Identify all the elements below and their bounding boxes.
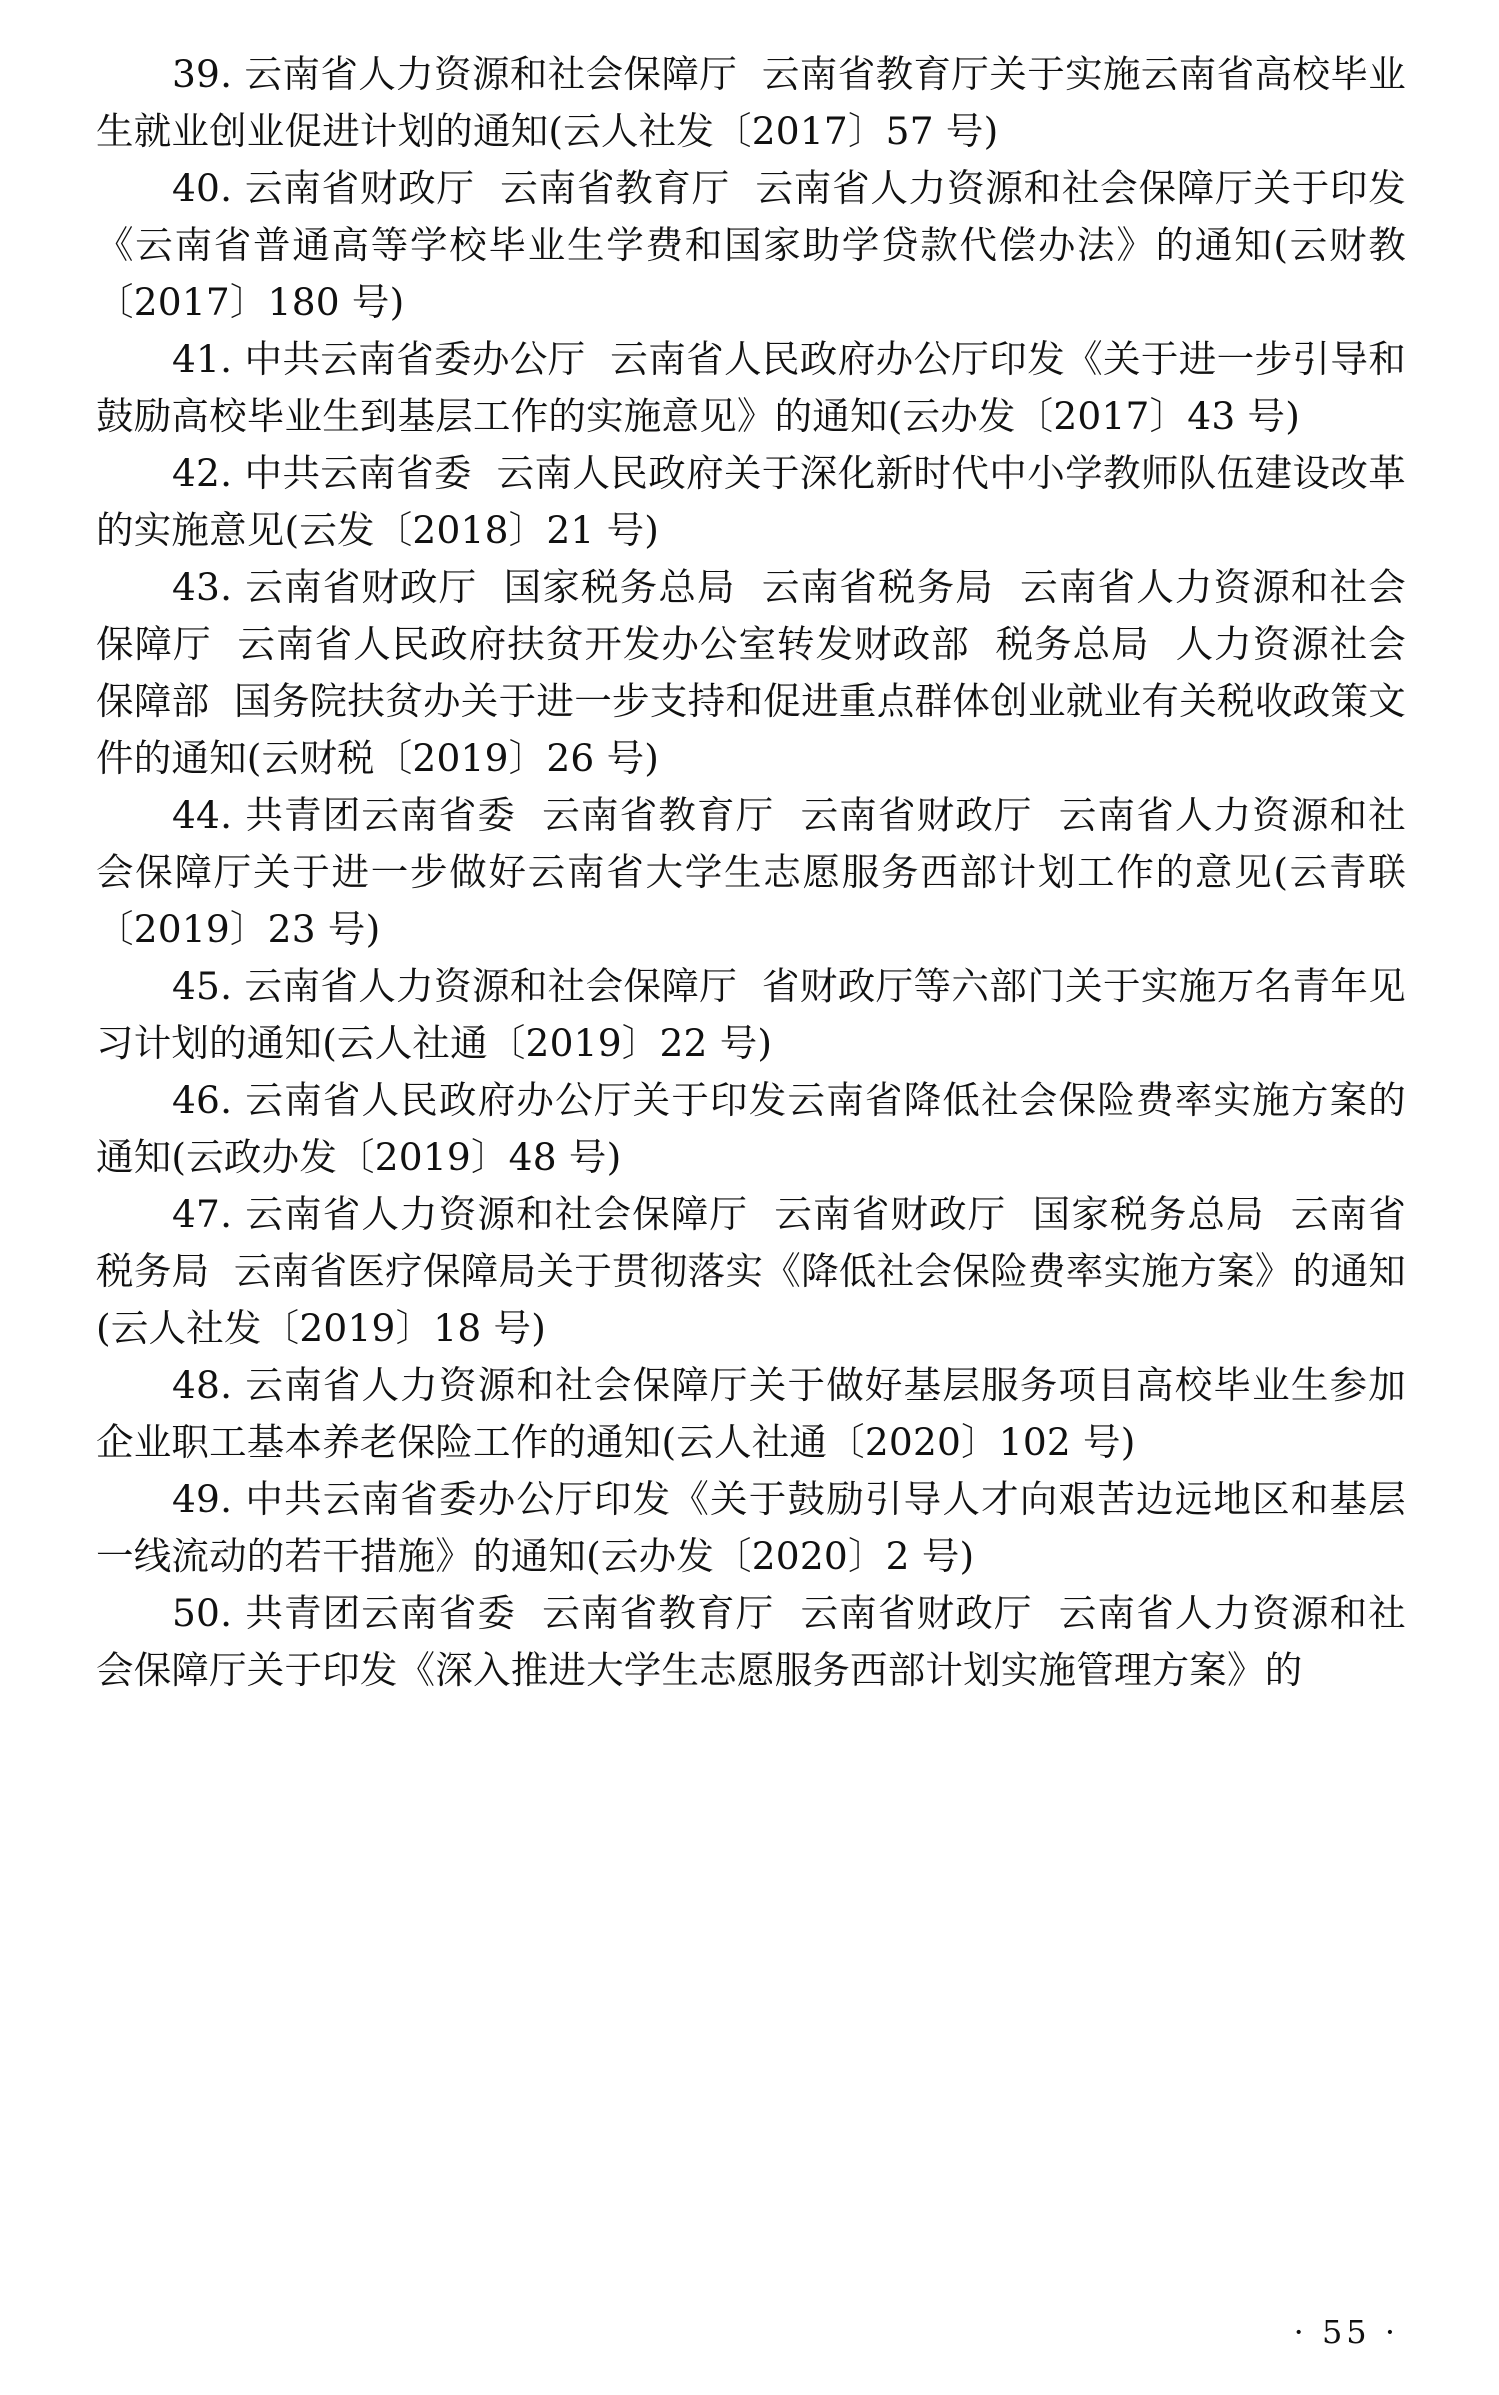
paragraph-item-46: 46. 云南省人民政府办公厅关于印发云南省降低社会保险费率实施方案的通知(云政办发〔2019〕48 号) xyxy=(96,1078,1406,1179)
paragraph-item-45: 45. 云南省人力资源和社会保障厅 省财政厅等六部门关于实施万名青年见习计划的通知(云人社通〔2019〕22 号) xyxy=(96,964,1406,1065)
paragraph-item-44: 44. 共青团云南省委 云南省教育厅 云南省财政厅 云南省人力资源和社会保障厅关于进一步做好云南省大学生志愿服务西部计划工作的意见(云青联〔2019〕23 号) xyxy=(96,793,1406,951)
paragraph-item-40: 40. 云南省财政厅 云南省教育厅 云南省人力资源和社会保障厅关于印发《云南省普通高等学校毕业生学费和国家助学贷款代偿办法》的通知(云财教〔2017〕180 号) xyxy=(96,166,1406,324)
paragraph-item-47: 47. 云南省人力资源和社会保障厅 云南省财政厅 国家税务总局 云南省税务局 云南省医疗保障局关于贯彻落实《降低社会保险费率实施方案》的通知(云人社发〔2019〕18 号) xyxy=(96,1192,1406,1350)
document-body xyxy=(96,46,1406,1699)
paragraph-item-43: 43. 云南省财政厅 国家税务总局 云南省税务局 云南省人力资源和社会保障厅 云南省人民政府扶贫开发办公室转发财政部 税务总局 人力资源社会保障部 国务院扶贫办关于进一步支持和促进重点群体创业就业有关税收政策文件的通知(云财税〔2019〕26 号) xyxy=(96,565,1406,780)
paragraph-item-39: 39. 云南省人力资源和社会保障厅 云南省教育厅关于实施云南省高校毕业生就业创业促进计划的通知(云人社发〔2017〕57 号) xyxy=(96,52,1406,153)
paragraph-item-48: 48. 云南省人力资源和社会保障厅关于做好基层服务项目高校毕业生参加企业职工基本养老保险工作的通知(云人社通〔2020〕102 号) xyxy=(96,1363,1406,1464)
page-number: · 55 · xyxy=(1293,2313,1399,2351)
paragraph-item-50: 50. 共青团云南省委 云南省教育厅 云南省财政厅 云南省人力资源和社会保障厅关于印发《深入推进大学生志愿服务西部计划实施管理方案》的 xyxy=(96,1591,1406,1692)
paragraph-item-42: 42. 中共云南省委 云南人民政府关于深化新时代中小学教师队伍建设改革的实施意见(云发〔2018〕21 号) xyxy=(96,451,1406,552)
paragraph-item-49: 49. 中共云南省委办公厅印发《关于鼓励引导人才向艰苦边远地区和基层一线流动的若干措施》的通知(云办发〔2020〕2 号) xyxy=(96,1477,1406,1578)
paragraph-item-41: 41. 中共云南省委办公厅 云南省人民政府办公厅印发《关于进一步引导和鼓励高校毕业生到基层工作的实施意见》的通知(云办发〔2017〕43 号) xyxy=(96,337,1406,438)
